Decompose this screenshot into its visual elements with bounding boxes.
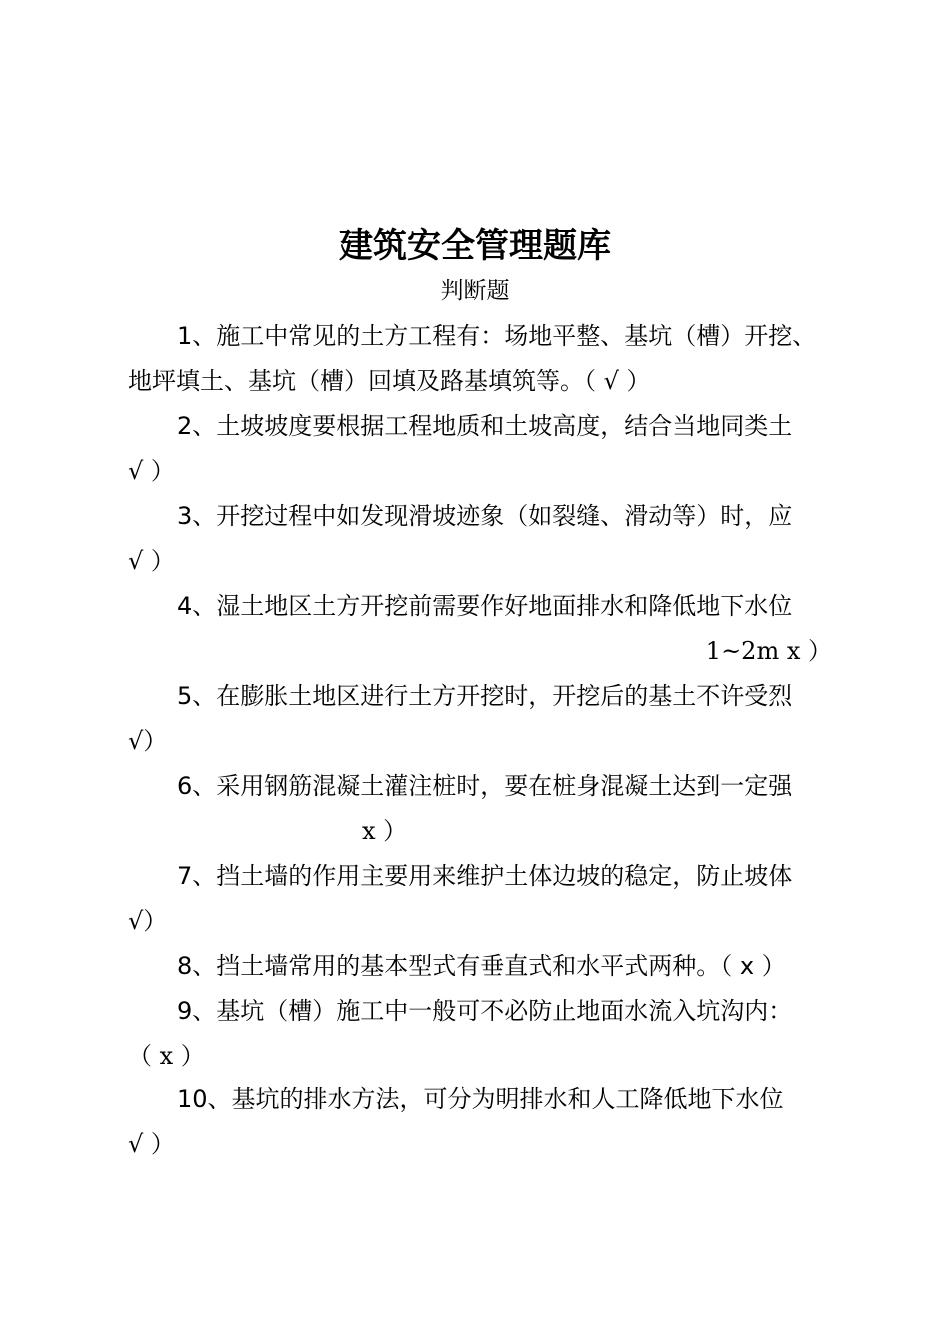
question-3-answer: √ ） [128, 547, 175, 575]
question-6-answer: x ） [362, 817, 408, 845]
question-8-line-1: 8、挡土墙常用的基本型式有垂直式和水平式两种。（ x ） [177, 952, 786, 980]
question-5-line-1: 5、在膨胀土地区进行土方开挖时，开挖后的基土不许受烈 [177, 682, 793, 710]
section-heading: 判断题 [440, 278, 510, 304]
question-6-line-1: 6、采用钢筋混凝土灌注桩时，要在桩身混凝土达到一定强 [177, 772, 793, 800]
question-3-line-1: 3、开挖过程中如发现滑坡迹象（如裂缝、滑动等）时，应 [177, 502, 793, 530]
question-10-line-1: 10、基坑的排水方法，可分为明排水和人工降低地下水位 [177, 1085, 784, 1113]
question-1-line-2: 地坪填土、基坑（槽）回填及路基填筑等。（ √ ） [128, 367, 651, 395]
question-7-answer: √） [128, 907, 168, 935]
question-1-line-1: 1、施工中常见的土方工程有：场地平整、基坑（槽）开挖、 [177, 322, 817, 350]
document-title: 建筑安全管理题库 [339, 226, 611, 266]
question-5-answer: √） [128, 727, 168, 755]
question-10-answer: √ ） [128, 1130, 175, 1158]
question-4-answer: 1~2m x ） [705, 637, 832, 665]
question-2-answer: √ ） [128, 457, 175, 485]
question-2-line-1: 2、土坡坡度要根据工程地质和土坡高度，结合当地同类土 [177, 412, 793, 440]
question-9-line-1: 9、基坑（槽）施工中一般可不必防止地面水流入坑沟内： [177, 997, 793, 1025]
question-7-line-1: 7、挡土墙的作用主要用来维护土体边坡的稳定，防止坡体 [177, 862, 793, 890]
question-9-answer: （ x ） [128, 1042, 205, 1070]
question-4-line-1: 4、湿土地区土方开挖前需要作好地面排水和降低地下水位 [177, 592, 793, 620]
